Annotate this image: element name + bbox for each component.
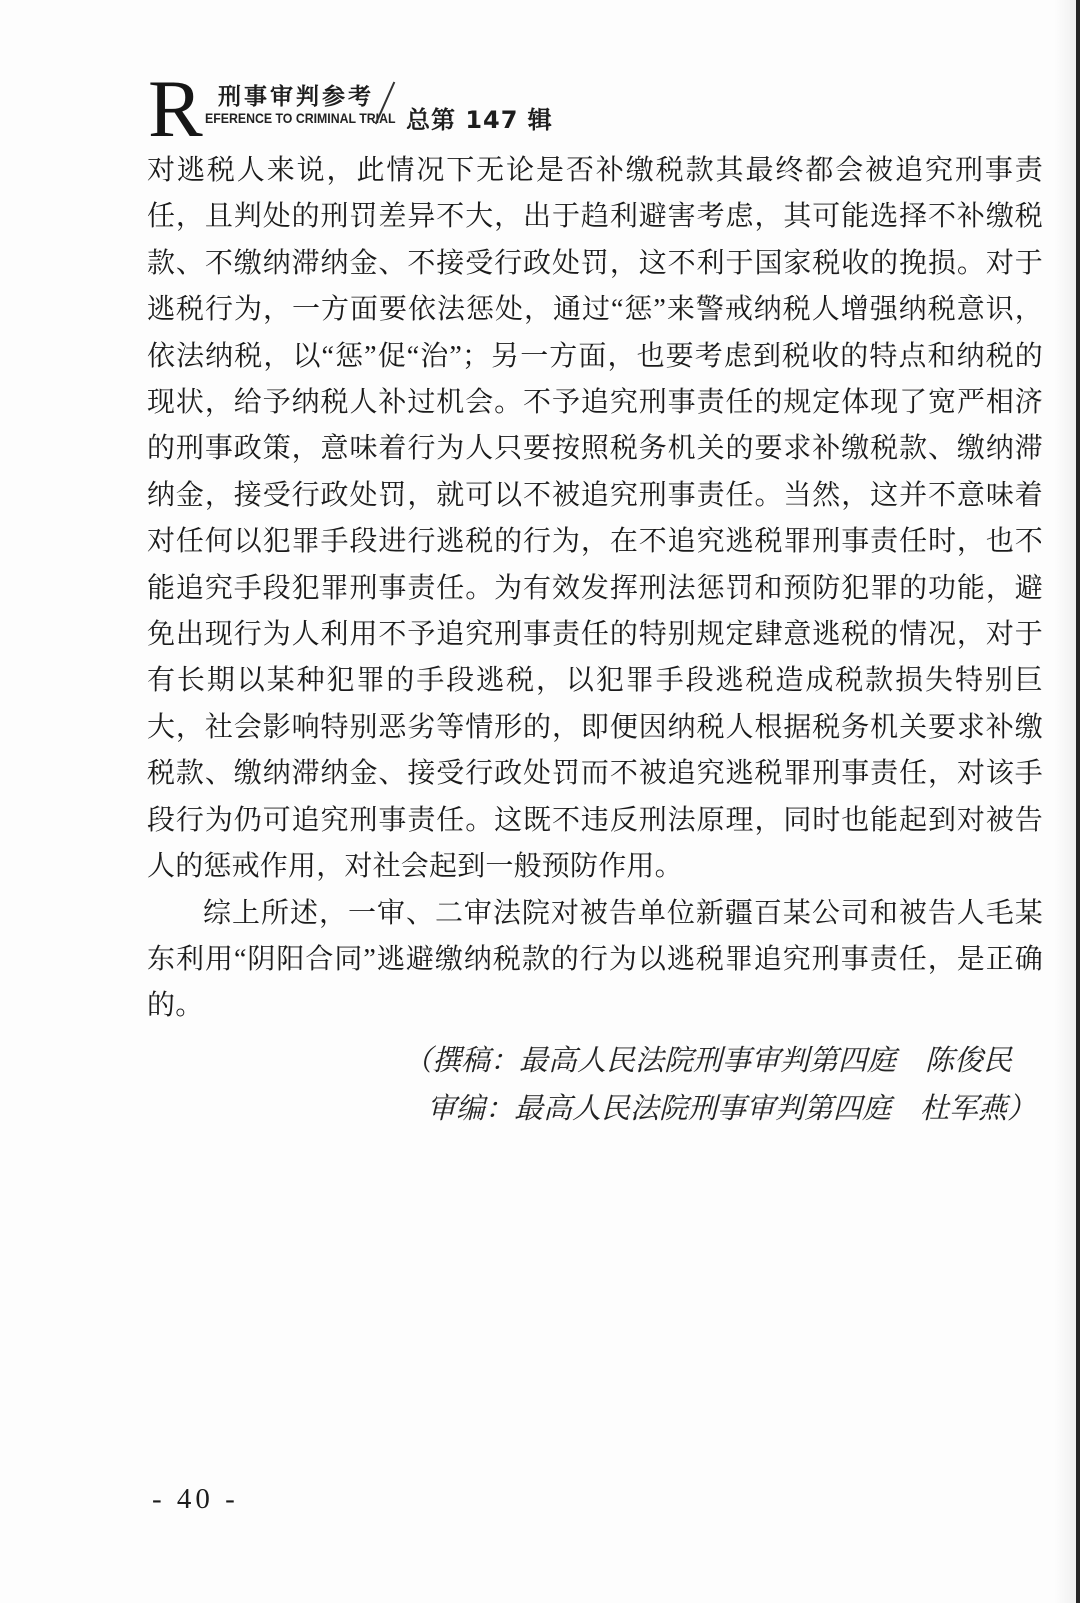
- scan-edge-line: [1076, 0, 1080, 1603]
- journal-logo-letter: R: [148, 63, 203, 154]
- main-text-block: [147, 148, 1043, 1133]
- attribution-block: [147, 1037, 1043, 1133]
- attribution-author-line: （撰稿：最高人民法院刑事审判第四庭 陈俊民: [403, 1044, 1013, 1077]
- body-paragraph-conclusion: 综上所述，一审、二审法院对被告单位新疆百某公司和被告人毛某东利用“阴阳合同”逃避缴纳税款的行为以逃税罪追究刑事责任，是正确的。: [147, 897, 1043, 1022]
- journal-title-english: EFERENCE TO CRIMINAL TRIAL: [205, 110, 396, 126]
- journal-title-chinese: 刑事审判参考: [218, 84, 374, 110]
- page-number: - 40 -: [152, 1483, 239, 1515]
- issue-number: 总第 147 辑: [406, 106, 553, 134]
- body-paragraph: 对逃税人来说，此情况下无论是否补缴税款其最终都会被追究刑事责任，且判处的刑罚差异不大，出于趋利避害考虑，其可能选择不补缴税款、不缴纳滞纳金、不接受行政处罚，这不利于国家税收的挽损。对于逃税行为，一方面要依法惩处，通过“惩”来警戒纳税人增强纳税意识，依法纳税，以“惩”促“治”；另一方面，也要考虑到税收的特点和纳税的现状，给予纳税人补过机会。不予追究刑事责任的规定体现了宽严相济的刑事政策，意味着行为人只要按照税务机关的要求补缴税款、缴纳滞纳金，接受行政处罚，就可以不被追究刑事责任。当然，这并不意味着对任何以犯罪手段进行逃税的行为，在不追究逃税罪刑事责任时，也不能追究手段犯罪刑事责任。为有效发挥刑法惩罚和预防犯罪的功能，避免出现行为人利用不予追究刑事责任的特别规定肆意逃税的情况，对于有长期以某种犯罪的手段逃税，以犯罪手段逃税造成税款损失特别巨大，社会影响特别恶劣等情形的，即便因纳税人根据税务机关要求补缴税款、缴纳滞纳金、接受行政处罚而不被追究逃税罪刑事责任，对该手段行为仍可追究刑事责任。这既不违反刑法原理，同时也能起到对被告人的惩戒作用，对社会起到一般预防作用。: [147, 155, 1043, 883]
- scan-shadow: [1054, 0, 1076, 1603]
- attribution-editor-line: 审编：最高人民法院刑事审判第四庭 杜军燕）: [427, 1092, 1037, 1125]
